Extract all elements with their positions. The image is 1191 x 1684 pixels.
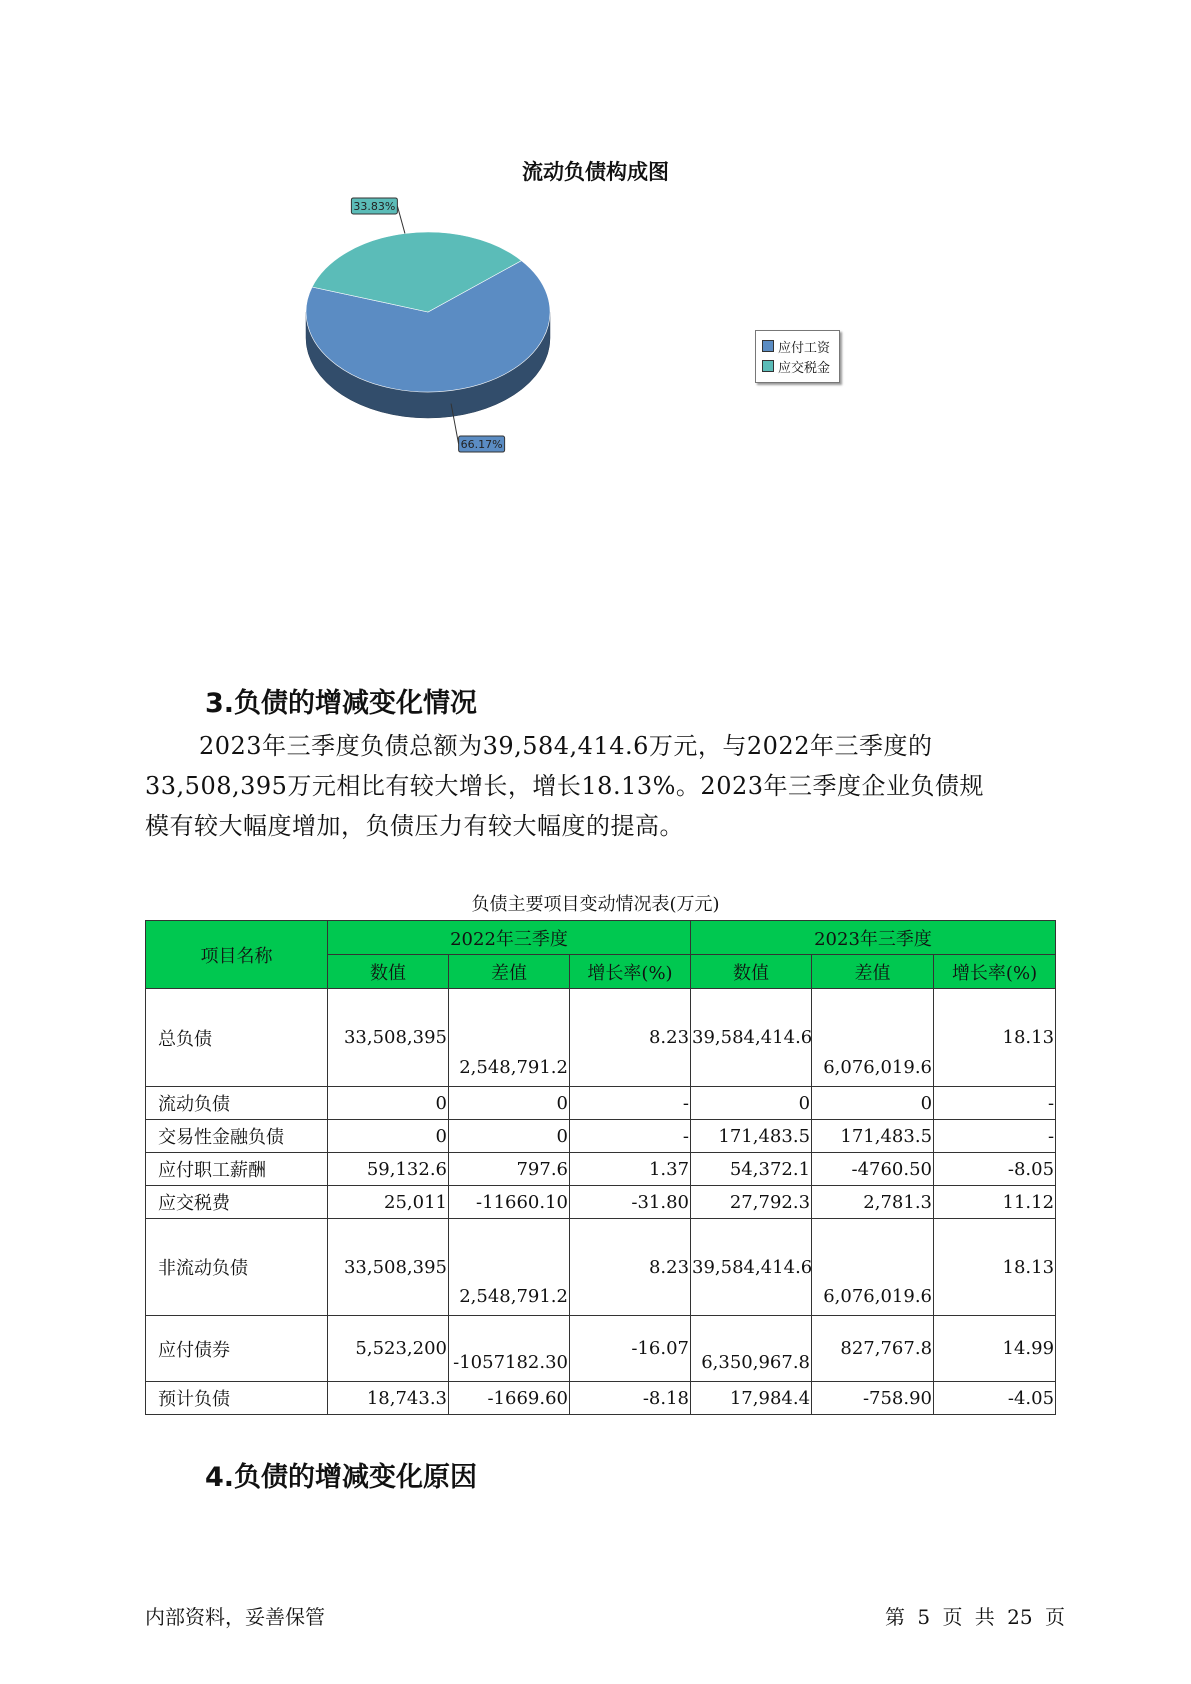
- cell-value-2022: 59,132.6: [328, 1153, 449, 1186]
- footer-page-number: 第 5 页 共 25 页: [885, 1605, 1065, 1629]
- liabilities-table: [145, 920, 1056, 1415]
- cell-value-2023: 27,792.3: [691, 1186, 812, 1219]
- section-heading-3: 3.负债的增减变化情况: [205, 688, 478, 719]
- section-heading-4: 4.负债的增减变化原因: [205, 1462, 478, 1493]
- legend-label: 应付工资: [778, 340, 831, 356]
- cell-value-2023: 171,483.5: [691, 1120, 812, 1153]
- cell-diff-2022: 2,548,791.2: [449, 989, 570, 1087]
- paragraph-line: 2023年三季度负债总额为39,584,414.6万元，与2022年三季度的: [199, 732, 933, 760]
- legend-label: 应交税金: [778, 360, 831, 376]
- table-row: [146, 989, 1056, 1087]
- pie-chart: [250, 199, 620, 460]
- table-row: [146, 1219, 1056, 1316]
- cell-diff-2023: 171,483.5: [812, 1120, 934, 1153]
- data-label: 66.17%: [460, 438, 503, 452]
- header-period-2023: 2023年三季度: [691, 921, 1056, 955]
- section-3-paragraph: [145, 726, 1050, 846]
- table-row: [146, 1382, 1056, 1415]
- row-name: 应交税费: [146, 1186, 328, 1219]
- data-label: 33.83%: [353, 199, 396, 213]
- legend-item: [756, 336, 839, 356]
- chart-legend: [755, 330, 840, 383]
- legend-swatch-icon: [762, 340, 774, 352]
- table-row: [146, 1120, 1056, 1153]
- cell-rate-2023: 11.12: [934, 1186, 1056, 1219]
- cell-value-2023: 39,584,414.6: [691, 989, 812, 1087]
- row-name: 应付职工薪酬: [146, 1153, 328, 1186]
- header-rate: 增长率(%): [570, 955, 691, 989]
- cell-rate-2022: -8.18: [570, 1382, 691, 1415]
- paragraph-line: 模有较大幅度增加，负债压力有较大幅度的提高。: [145, 812, 684, 840]
- cell-value-2022: 33,508,395: [328, 989, 449, 1087]
- cell-diff-2023: -4760.50: [812, 1153, 934, 1186]
- header-period-2022: 2022年三季度: [328, 921, 691, 955]
- cell-rate-2023: -4.05: [934, 1382, 1056, 1415]
- row-name: 预计负债: [146, 1382, 328, 1415]
- cell-diff-2022: -1057182.30: [449, 1316, 570, 1382]
- cell-rate-2022: -: [570, 1120, 691, 1153]
- cell-value-2022: 18,743.3: [328, 1382, 449, 1415]
- header-rate: 增长率(%): [934, 955, 1056, 989]
- cell-rate-2023: -8.05: [934, 1153, 1056, 1186]
- table-caption: 负债主要项目变动情况表(万元): [471, 894, 720, 915]
- cell-diff-2023: 6,076,019.6: [812, 989, 934, 1087]
- cell-diff-2022: -11660.10: [449, 1186, 570, 1219]
- legend-swatch-icon: [762, 360, 774, 372]
- cell-rate-2023: 18.13: [934, 1219, 1056, 1316]
- cell-diff-2023: 6,076,019.6: [812, 1219, 934, 1316]
- header-item-name: 项目名称: [146, 921, 328, 989]
- cell-diff-2022: 797.6: [449, 1153, 570, 1186]
- cell-diff-2022: 2,548,791.2: [449, 1219, 570, 1316]
- header-diff: 差值: [449, 955, 570, 989]
- table-row: [146, 1316, 1056, 1382]
- legend-item: [756, 356, 839, 376]
- cell-value-2022: 33,508,395: [328, 1219, 449, 1316]
- header-diff: 差值: [812, 955, 934, 989]
- cell-value-2023: 54,372.1: [691, 1153, 812, 1186]
- cell-rate-2023: -: [934, 1120, 1056, 1153]
- cell-value-2022: 0: [328, 1087, 449, 1120]
- data-label-leader: [397, 206, 405, 233]
- cell-diff-2023: 0: [812, 1087, 934, 1120]
- cell-value-2022: 5,523,200: [328, 1316, 449, 1382]
- table-row: [146, 1087, 1056, 1120]
- cell-rate-2022: -: [570, 1087, 691, 1120]
- cell-value-2023: 0: [691, 1087, 812, 1120]
- chart-title: 流动负债构成图: [522, 160, 669, 184]
- cell-value-2023: 6,350,967.8: [691, 1316, 812, 1382]
- cell-value-2023: 17,984.4: [691, 1382, 812, 1415]
- header-value: 数值: [328, 955, 449, 989]
- cell-diff-2022: -1669.60: [449, 1382, 570, 1415]
- cell-diff-2023: -758.90: [812, 1382, 934, 1415]
- paragraph-line: 33,508,395万元相比有较大增长，增长18.13%。2023年三季度企业负债规: [145, 772, 985, 800]
- footer-confidential: 内部资料，妥善保管: [145, 1605, 325, 1629]
- row-name: 总负债: [146, 989, 328, 1087]
- cell-rate-2023: 14.99: [934, 1316, 1056, 1382]
- cell-diff-2022: 0: [449, 1120, 570, 1153]
- cell-rate-2023: 18.13: [934, 989, 1056, 1087]
- cell-rate-2022: -31.80: [570, 1186, 691, 1219]
- row-name: 交易性金融负债: [146, 1120, 328, 1153]
- cell-value-2022: 25,011: [328, 1186, 449, 1219]
- cell-rate-2022: 8.23: [570, 1219, 691, 1316]
- cell-diff-2022: 0: [449, 1087, 570, 1120]
- cell-rate-2022: -16.07: [570, 1316, 691, 1382]
- cell-diff-2023: 2,781.3: [812, 1186, 934, 1219]
- table-row: [146, 1153, 1056, 1186]
- cell-diff-2023: 827,767.8: [812, 1316, 934, 1382]
- table-row: [146, 1186, 1056, 1219]
- cell-rate-2022: 1.37: [570, 1153, 691, 1186]
- row-name: 非流动负债: [146, 1219, 328, 1316]
- cell-value-2022: 0: [328, 1120, 449, 1153]
- row-name: 流动负债: [146, 1087, 328, 1120]
- cell-value-2023: 39,584,414.6: [691, 1219, 812, 1316]
- cell-rate-2022: 8.23: [570, 989, 691, 1087]
- header-value: 数值: [691, 955, 812, 989]
- cell-rate-2023: -: [934, 1087, 1056, 1120]
- row-name: 应付债券: [146, 1316, 328, 1382]
